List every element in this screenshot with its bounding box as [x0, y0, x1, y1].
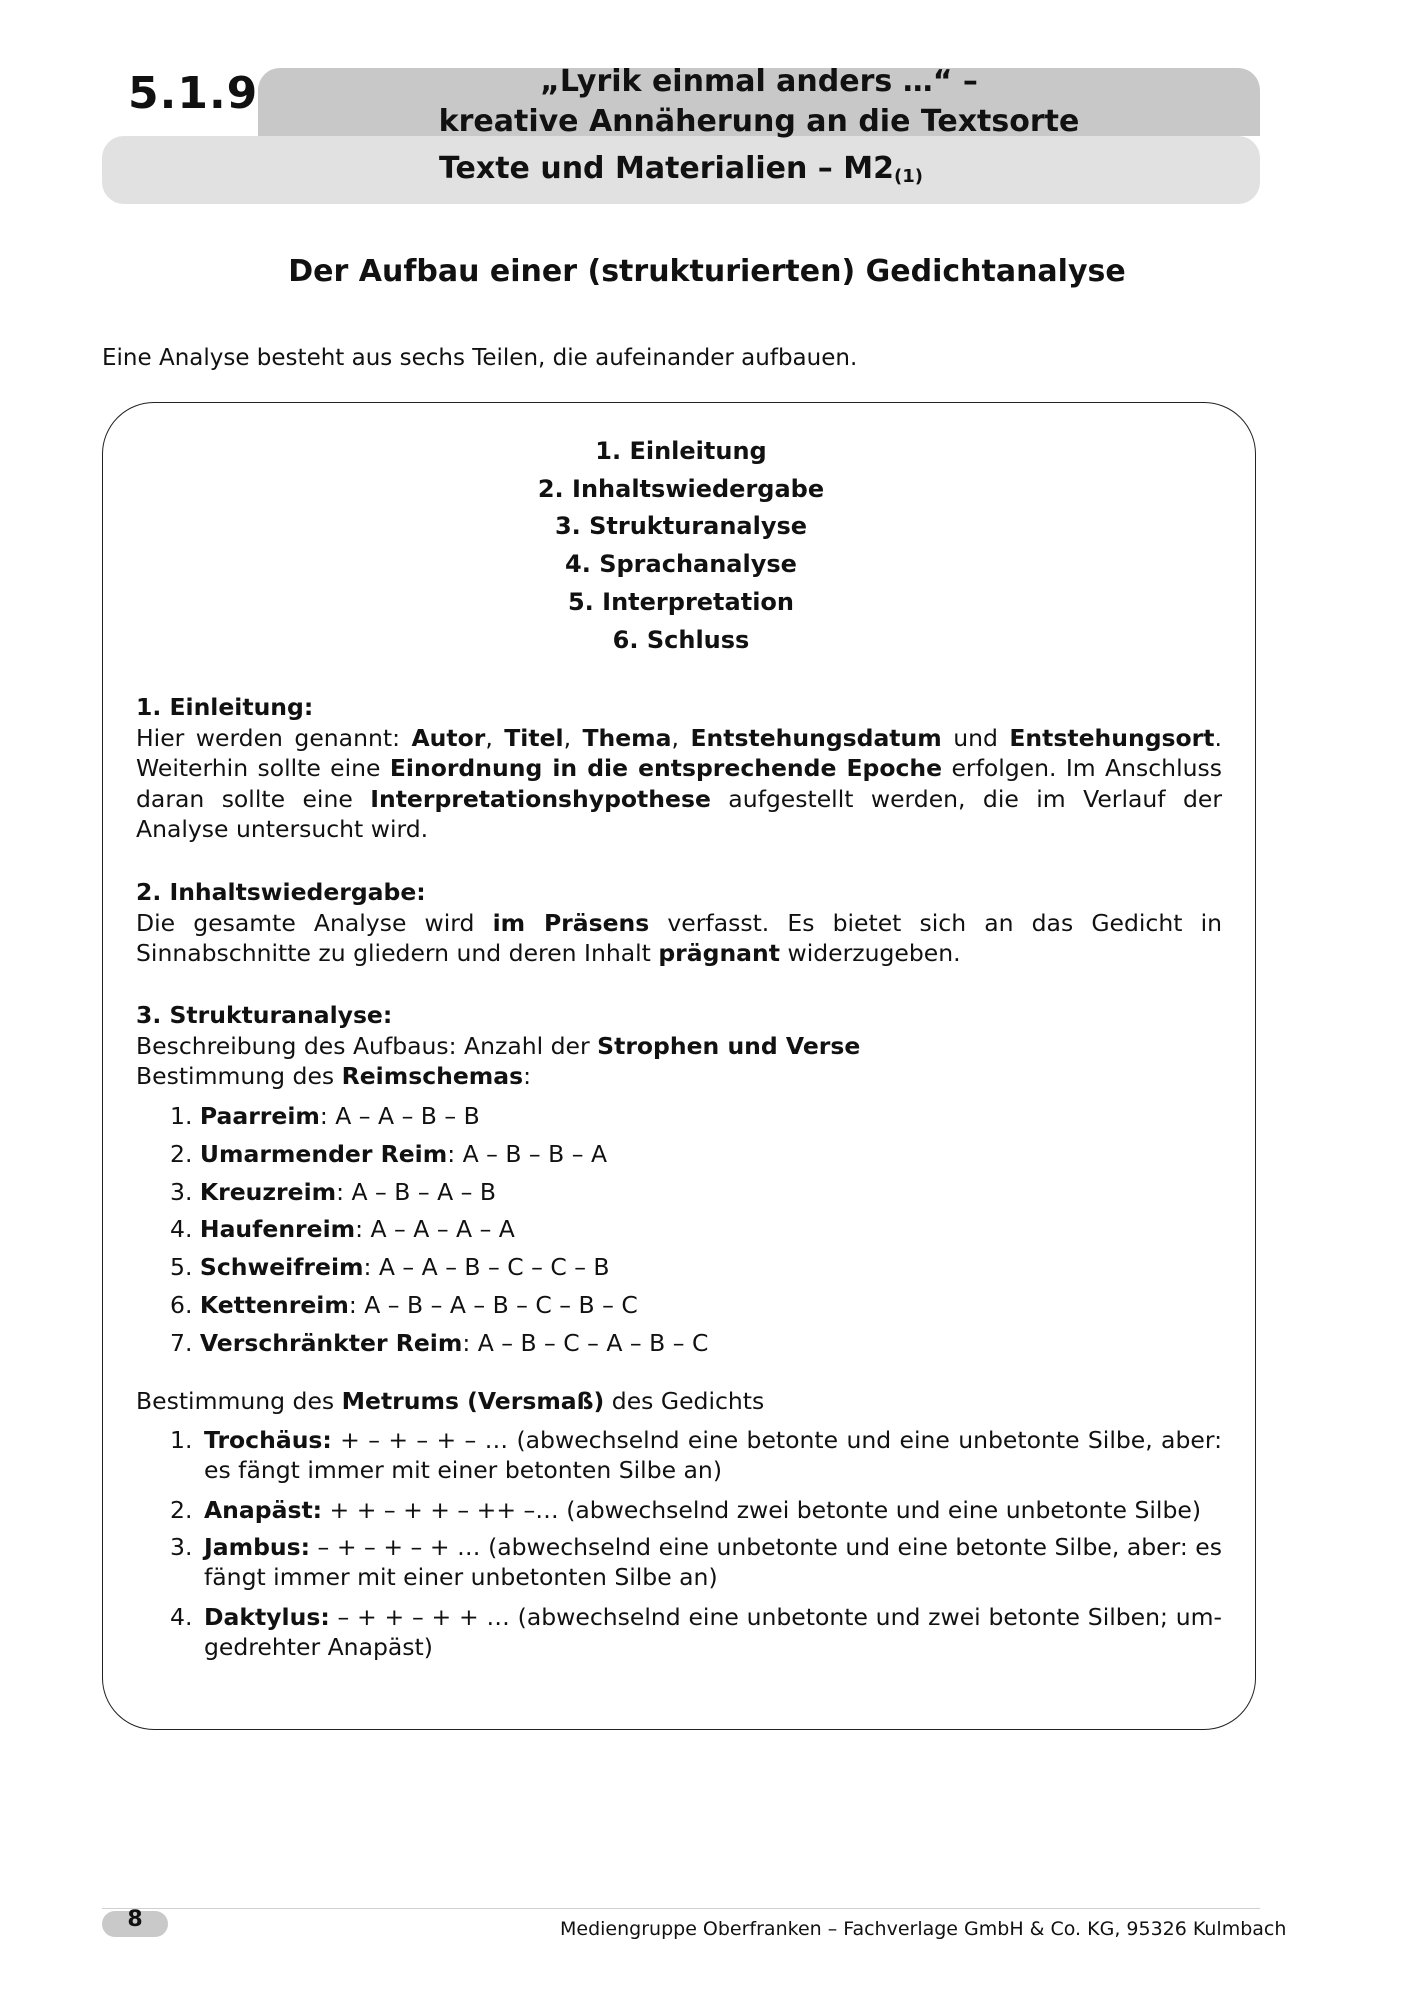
toc-item: 2. Inhaltswiedergabe	[537, 474, 825, 503]
header-title-line2: kreative Annäherung an die Textsorte	[438, 104, 1080, 139]
document-title: Der Aufbau einer (strukturierten) Gedichtanalyse	[288, 254, 1126, 289]
toc-item: 5. Interpretation	[567, 587, 794, 616]
list-item: 2. Umarmender Reim: A – B – B – A	[170, 1139, 608, 1168]
section-body: Hier werden genannt: Autor, Titel, Thema, Entstehungsdatum und Entstehungsort. Weiterhin sollte eine Einordnung in die entsprechende Epoche erfolgen. Im Anschluss daran sollte eine Interpretationshypothese aufgestellt werden, die im Verlauf der Analyse untersucht wird.	[136, 723, 1223, 843]
toc-item: 6. Schluss	[612, 625, 750, 654]
list-item: 6. Kettenreim: A – B – A – B – C – B – C	[170, 1290, 638, 1319]
section-heading: 3. Strukturanalyse:	[136, 1001, 393, 1029]
structure-line: Beschreibung des Aufbaus: Anzahl der Strophen und Verse	[136, 1031, 861, 1060]
list-item: 1. Paarreim: A – A – B – B	[170, 1102, 480, 1130]
header-subtitle: Texte und Materialien – $M2_{(1)}$	[439, 151, 923, 187]
toc-item: 1. Einleitung	[595, 437, 767, 465]
list-item: 3. Jambus: – + – + – + … (abwechselnd eine unbetonte und eine betonte Silbe, aber: es fängt immer mit einer unbetonten Silbe an)	[170, 1533, 1222, 1591]
section-inhaltswiedergabe	[136, 877, 1222, 969]
toc-item: 4. Sprachanalyse	[565, 550, 797, 579]
header-title-line1: „Lyrik einmal anders …“ –	[540, 64, 978, 99]
list-item: 4. Daktylus: – + + – + + … (abwechselnd eine unbetonte und zwei betonte Silben; um-gedrehter Anapäst)	[170, 1603, 1222, 1661]
page-number: 8	[127, 1907, 143, 1932]
section-strukturanalyse	[136, 1000, 1222, 1092]
list-item: 4. Haufenreim: A – A – A – A	[170, 1215, 515, 1244]
section-heading: 2. Inhaltswiedergabe:	[136, 878, 426, 906]
section-einleitung	[136, 692, 1222, 845]
footer-divider	[102, 1908, 1260, 1909]
section-heading: 1. Einleitung:	[136, 693, 314, 721]
section-body: Die gesamte Analyse wird im Präsens verfasst. Es bietet sich an das Gedicht in Sinnabschnitte zu gliedern und deren Inhalt prägnant widerzugeben.	[136, 908, 1223, 967]
header-subtitle-index: (1)	[893, 166, 923, 187]
intro-text: Eine Analyse besteht aus sechs Teilen, die aufeinander aufbauen.	[102, 345, 858, 371]
toc-item: 3. Strukturanalyse	[554, 512, 808, 541]
rhyme-intro-line: Bestimmung des Reimschemas:	[136, 1062, 532, 1090]
list-item: 7. Verschränkter Reim: A – B – C – A – B – C	[170, 1328, 709, 1357]
table-of-contents	[102, 433, 1260, 659]
list-item: 2. Anapäst: + + – + + – ++ –… (abwechselnd zwei betonte und eine unbetonte Silbe)	[170, 1496, 1201, 1524]
list-item: 1. Trochäus: + – + – + – … (abwechselnd eine betonte und eine unbetonte Silbe, aber: es fängt immer mit einer betonten Silbe an)	[170, 1426, 1222, 1484]
metre-intro-line: Bestimmung des Metrums (Versmaß) des Gedichts	[136, 1387, 765, 1415]
section-number: 5.1.9	[128, 68, 259, 119]
list-item: 5. Schweifreim: A – A – B – C – C – B	[170, 1253, 610, 1282]
publisher-footer: Mediengruppe Oberfranken – Fachverlage GmbH & Co. KG, 95326 Kulmbach	[560, 1918, 1287, 1940]
rhyme-scheme-list	[170, 1098, 708, 1363]
list-item: 3. Kreuzreim: A – B – A – B	[170, 1177, 496, 1206]
